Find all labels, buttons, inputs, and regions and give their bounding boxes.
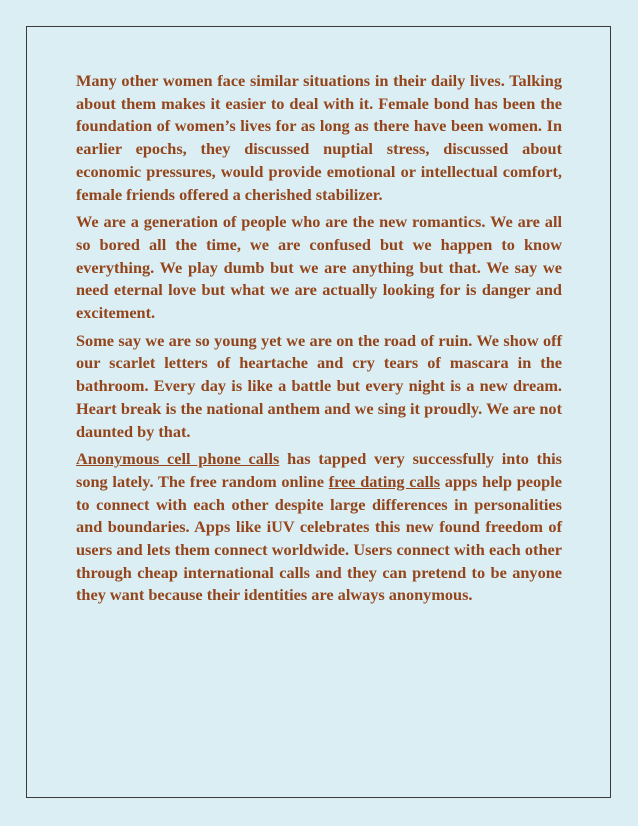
free-dating-calls-link[interactable]: free dating calls: [328, 471, 441, 491]
anonymous-calls-link[interactable]: Anonymous cell phone calls: [76, 449, 280, 469]
paragraph-4-text-b: apps help people to connect with each other despite large differences in personalities and boundaries. Apps like iUV celebrates this new found freedom of users and lets them connect worldwide. Users connect with each other through cheap international calls and they can pretend to be anyone they want because their identities are always anonymous.: [76, 471, 562, 605]
paragraph-2: We are a generation of people who are the new romantics. We are all so bored all the time, we are confused but we happen to know everything. We play dumb but we are anything but that. We say we need eternal love but what we are actually looking for is danger and excitement.: [76, 212, 562, 323]
document-body: [76, 70, 562, 612]
paragraph-1: Many other women face similar situations in their daily lives. Talking about them makes it easier to deal with it. Female bond has been the foundation of women’s lives for as long as there have been women. In earlier epochs, they discussed nuptial stress, discussed about economic pressures, would provide emotional or intellectual comfort, female friends offered a cherished stabilizer.: [76, 71, 562, 204]
paragraph-3: Some say we are so young yet we are on the road of ruin. We show off our scarlet letters of heartache and cry tears of mascara in the bathroom. Every day is like a battle but every night is a new dream. Heart break is the national anthem and we sing it proudly. We are not daunted by that.: [76, 330, 562, 441]
paragraph-4-text-a: has tapped very successfully into this song lately. The free random online: [76, 449, 562, 491]
paragraph-4: [76, 448, 562, 607]
